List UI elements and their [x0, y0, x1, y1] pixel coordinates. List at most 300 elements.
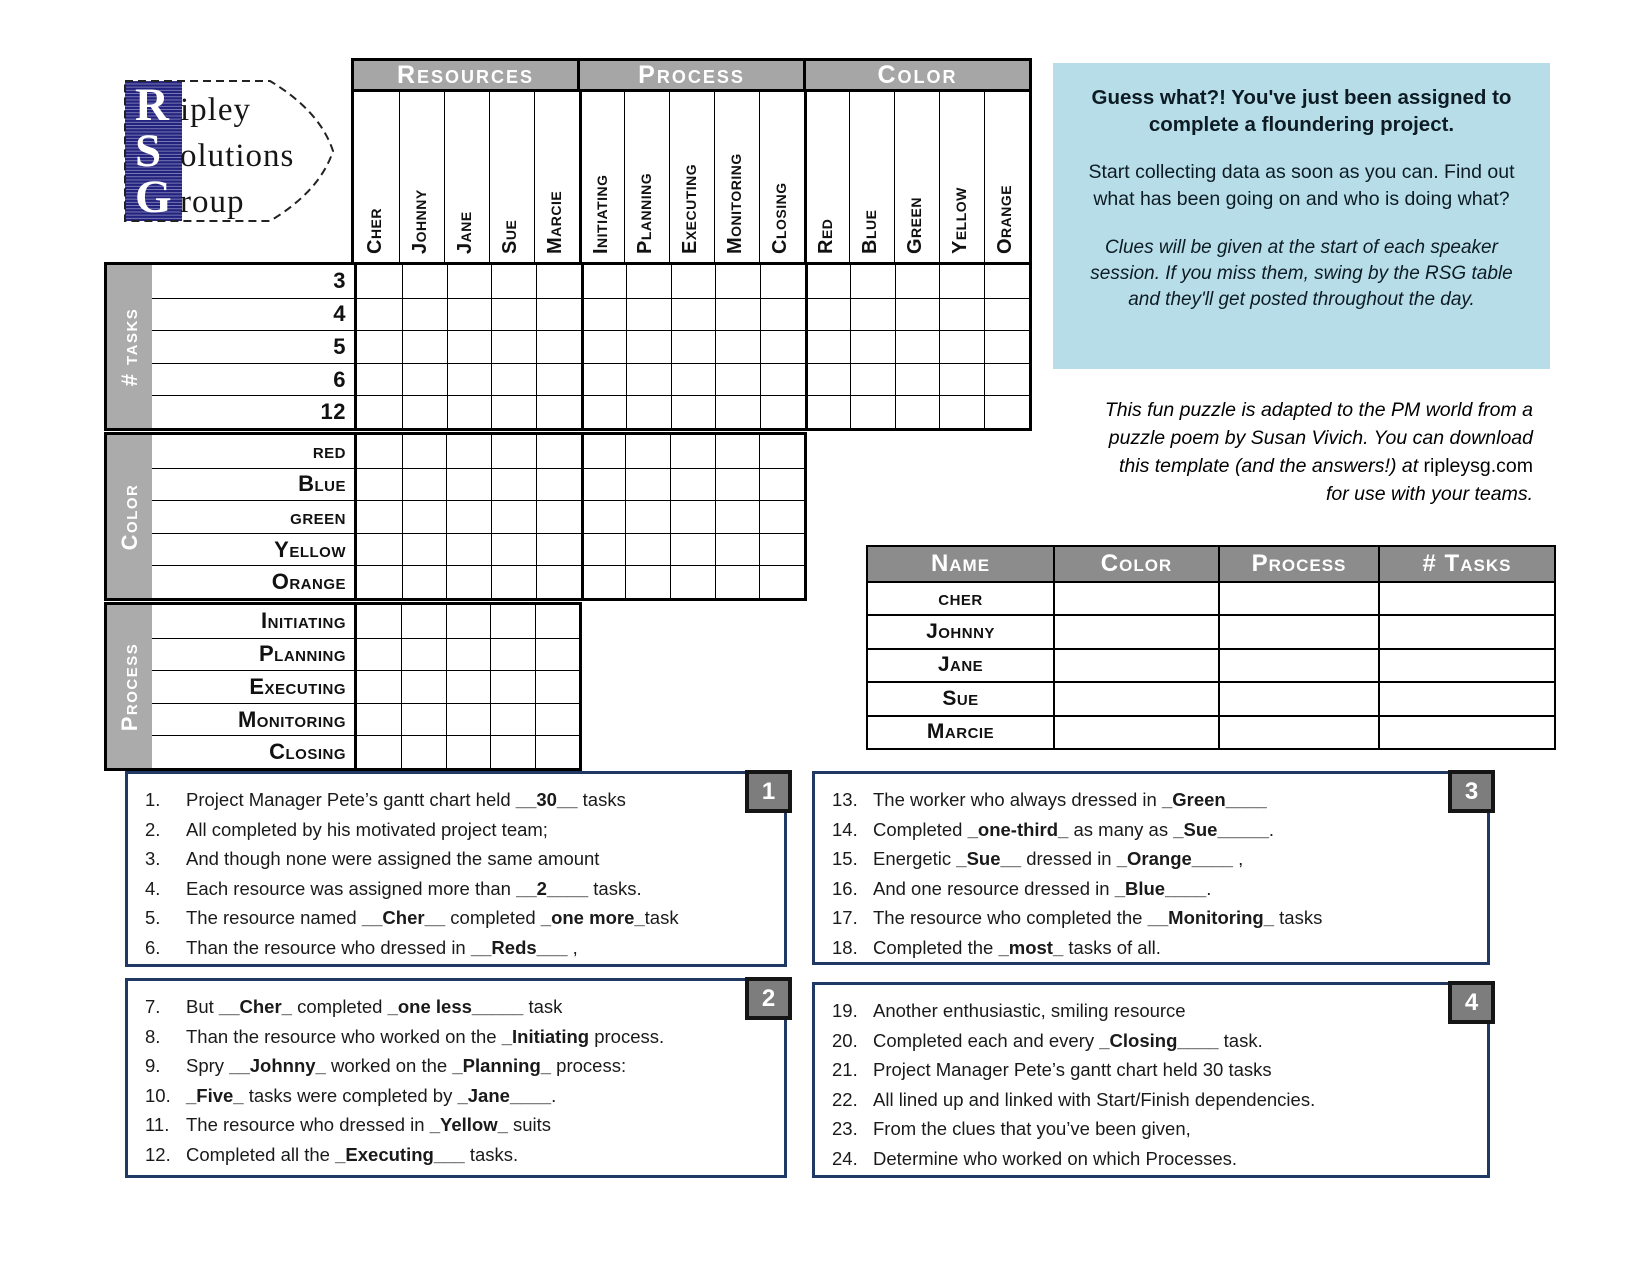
grid-cells [354, 605, 579, 768]
grid-cell[interactable] [490, 605, 534, 638]
grid-cell[interactable] [447, 298, 492, 331]
grid-cell[interactable] [535, 605, 579, 638]
clue-line [145, 1081, 772, 1111]
answer-cell[interactable] [1378, 715, 1554, 748]
answer-table [866, 545, 1556, 750]
clue-number: 11. [145, 1114, 170, 1135]
grid-cell[interactable] [447, 395, 492, 428]
row-group-process [104, 602, 582, 771]
row-label: green [152, 500, 354, 533]
ripley-solutions-group-logo [122, 78, 340, 224]
column-label-cell [354, 92, 399, 262]
grid-cell[interactable] [536, 565, 581, 598]
grid-cell[interactable] [402, 265, 447, 298]
grid-cell[interactable] [850, 330, 895, 363]
grid-cell[interactable] [715, 533, 760, 566]
grid-cell[interactable] [805, 298, 850, 331]
grid-cell[interactable] [760, 330, 805, 363]
grid-cell[interactable] [491, 533, 536, 566]
grid-cell[interactable] [446, 435, 491, 468]
row-label: Blue [152, 468, 354, 501]
row-group-color [104, 432, 807, 601]
grid-cell[interactable] [850, 265, 895, 298]
grid-cell[interactable] [536, 330, 581, 363]
grid-cell[interactable] [402, 565, 447, 598]
grid-cell[interactable] [939, 330, 984, 363]
grid-cell[interactable] [402, 468, 447, 501]
grid-cell[interactable] [715, 298, 760, 331]
clue-text: The resource named __Cher__ completed _one more_task [186, 907, 679, 928]
clue-number: 20. [832, 1029, 858, 1051]
grid-cell[interactable] [850, 363, 895, 396]
clue-text: Determine who worked on which Processes. [873, 1147, 1237, 1169]
grid-cell[interactable] [581, 435, 626, 468]
grid-cell[interactable] [535, 703, 579, 736]
clue-box-4 [812, 982, 1490, 1178]
clue-number: 21. [832, 1059, 858, 1080]
grid-cell[interactable] [715, 395, 760, 428]
grid-cell[interactable] [357, 330, 402, 363]
row-label: Executing [152, 670, 354, 703]
row-label: 12 [152, 395, 354, 428]
answer-cell[interactable] [1218, 581, 1378, 614]
answer-name-cell: cher [868, 581, 1053, 614]
clue-number: 3. [145, 848, 161, 869]
grid-cell[interactable] [402, 395, 447, 428]
clue-line [145, 1022, 772, 1052]
grid-cell[interactable] [760, 265, 805, 298]
grid-cell[interactable] [895, 265, 940, 298]
grid-cell[interactable] [895, 363, 940, 396]
grid-cell[interactable] [401, 605, 445, 638]
row-label: 5 [152, 330, 354, 363]
grid-cell[interactable] [446, 735, 490, 768]
clue-line [145, 815, 772, 845]
grid-cell[interactable] [626, 395, 671, 428]
grid-cell[interactable] [715, 363, 760, 396]
grid-cell[interactable] [805, 265, 850, 298]
row-label: Monitoring [152, 703, 354, 736]
column-label: Blue [859, 209, 881, 254]
row-group-tasks [104, 262, 1032, 431]
puzzle-grid-column-header [351, 58, 1032, 265]
clue-text: The resource who completed the __Monitoring_ tasks [873, 907, 1323, 928]
column-label: Initiating [590, 174, 612, 254]
grid-cell[interactable] [536, 363, 581, 396]
answer-cell[interactable] [1218, 715, 1378, 748]
grid-cell[interactable] [447, 330, 492, 363]
grid-cell[interactable] [490, 703, 534, 736]
clue-line [145, 874, 772, 904]
clue-text: Project Manager Pete’s gantt chart held __30__ tasks [186, 789, 626, 810]
grid-cell[interactable] [939, 395, 984, 428]
grid-cell[interactable] [401, 735, 445, 768]
grid-cell[interactable] [984, 298, 1029, 331]
grid-cell[interactable] [491, 565, 536, 598]
clue-line [145, 1051, 772, 1081]
clue-line [145, 1140, 772, 1170]
grid-cell[interactable] [535, 735, 579, 768]
column-label: Yellow [949, 187, 971, 254]
answer-name-cell: Sue [868, 681, 1053, 714]
grid-cell[interactable] [401, 703, 445, 736]
column-label-cell [624, 92, 669, 262]
grid-cell[interactable] [625, 500, 670, 533]
column-label: Closing [769, 182, 791, 254]
clue-number: 23. [832, 1118, 858, 1139]
grid-cell[interactable] [715, 435, 760, 468]
answer-cell[interactable] [1053, 648, 1218, 681]
grid-cell[interactable] [625, 435, 670, 468]
row-group-band [107, 605, 152, 768]
clue-text: But __Cher_ completed _one less_____ task [186, 996, 563, 1017]
answer-cell[interactable] [1218, 648, 1378, 681]
grid-cell[interactable] [536, 395, 581, 428]
grid-cell[interactable] [760, 298, 805, 331]
column-label-cell [849, 92, 894, 262]
grid-cell[interactable] [939, 363, 984, 396]
grid-cell[interactable] [670, 435, 715, 468]
grid-cell[interactable] [446, 565, 491, 598]
column-label-cell [984, 92, 1029, 262]
grid-cell[interactable] [535, 670, 579, 703]
clue-box-3 [812, 771, 1490, 965]
clue-text: Each resource was assigned more than __2____ tasks. [186, 877, 642, 899]
credit-segment: This fun puzzle is adapted to the PM world from a puzzle poem by Susan Vivich. You can download this template (and the answers!) at [1104, 399, 1533, 477]
grid-cell[interactable] [671, 395, 716, 428]
grid-cell[interactable] [581, 468, 626, 501]
column-label: Orange [994, 184, 1016, 254]
grid-cell[interactable] [671, 330, 716, 363]
grid-cell[interactable] [715, 265, 760, 298]
grid-cell[interactable] [490, 670, 534, 703]
grid-cell[interactable] [491, 330, 536, 363]
grid-cell[interactable] [984, 363, 1029, 396]
grid-cell[interactable] [536, 265, 581, 298]
grid-cell[interactable] [625, 468, 670, 501]
clue-line [832, 933, 1475, 963]
grid-cell[interactable] [939, 265, 984, 298]
clue-number: 10. [145, 1084, 171, 1106]
clue-number: 1. [145, 789, 161, 810]
grid-cell[interactable] [671, 265, 716, 298]
answer-cell[interactable] [1218, 614, 1378, 647]
grid-cell[interactable] [446, 605, 490, 638]
clue-text: The resource who dressed in _Yellow_ suits [186, 1114, 552, 1135]
grid-cell[interactable] [581, 565, 626, 598]
grid-cell[interactable] [357, 565, 402, 598]
row-label: red [312, 438, 346, 464]
row-labels [152, 435, 354, 598]
grid-cell[interactable] [671, 363, 716, 396]
clue-line [832, 903, 1475, 933]
answer-cell[interactable] [1378, 681, 1554, 714]
grid-cell[interactable] [402, 330, 447, 363]
grid-cell[interactable] [357, 605, 401, 638]
clue-line [145, 1110, 772, 1140]
grid-cell[interactable] [626, 363, 671, 396]
clue-number: 14. [832, 818, 858, 840]
clue-number: 16. [832, 877, 858, 899]
grid-cell[interactable] [491, 500, 536, 533]
clue-box-1 [125, 771, 787, 967]
info-heading: Guess what?! You've just been assigned to complete a floundering project. [1091, 86, 1512, 136]
grid-cell[interactable] [446, 500, 491, 533]
clue-text: Completed each and every _Closing____ task. [873, 1029, 1263, 1051]
grid-cell[interactable] [670, 533, 715, 566]
clue-number: 17. [832, 907, 858, 928]
grid-cell[interactable] [536, 298, 581, 331]
column-label: Planning [634, 172, 656, 254]
grid-cell[interactable] [446, 670, 490, 703]
clue-box-number-badge: 3 [1448, 770, 1495, 813]
grid-cell[interactable] [850, 395, 895, 428]
clue-line [832, 844, 1475, 874]
clue-line [145, 785, 772, 815]
grid-cell[interactable] [357, 435, 402, 468]
grid-cell[interactable] [490, 735, 534, 768]
grid-cell[interactable] [491, 395, 536, 428]
grid-cell[interactable] [447, 265, 492, 298]
grid-cell[interactable] [984, 330, 1029, 363]
grid-cell[interactable] [401, 670, 445, 703]
grid-cell[interactable] [402, 298, 447, 331]
column-label: Jane [454, 211, 476, 254]
logo-word-rest: olutions [180, 138, 295, 174]
grid-cell[interactable] [805, 395, 850, 428]
grid-cells [354, 435, 804, 598]
grid-cell[interactable] [446, 533, 491, 566]
grid-cell[interactable] [491, 435, 536, 468]
clue-line [832, 874, 1475, 904]
grid-cell[interactable] [759, 435, 804, 468]
grid-cell[interactable] [581, 500, 626, 533]
answer-name-cell: Jane [868, 648, 1053, 681]
grid-cell[interactable] [357, 500, 402, 533]
grid-cell[interactable] [402, 363, 447, 396]
row-label: 3 [333, 268, 346, 294]
grid-cell[interactable] [581, 395, 626, 428]
grid-cell[interactable] [626, 330, 671, 363]
answer-cell[interactable] [1053, 614, 1218, 647]
clue-line [832, 785, 1475, 815]
credit-site-name: ripleysg.com [1423, 455, 1533, 477]
clue-number: 7. [145, 996, 161, 1017]
grid-cell[interactable] [759, 468, 804, 501]
grid-cell[interactable] [536, 435, 581, 468]
clue-number: 2. [145, 818, 161, 840]
grid-cell[interactable] [357, 395, 402, 428]
grid-cell[interactable] [670, 565, 715, 598]
grid-cell[interactable] [760, 395, 805, 428]
row-group-band-label: Process [116, 642, 142, 731]
clue-line [832, 1114, 1475, 1144]
column-label: Red [815, 218, 837, 254]
column-label: Marcie [544, 190, 566, 254]
grid-cell[interactable] [805, 363, 850, 396]
clue-text: _Five_ tasks were completed by _Jane____. [186, 1084, 557, 1106]
grid-cell[interactable] [759, 533, 804, 566]
clue-box-number-badge: 2 [745, 977, 792, 1020]
grid-cell[interactable] [491, 363, 536, 396]
logo-line [135, 171, 245, 223]
grid-cell[interactable] [715, 565, 760, 598]
grid-cell[interactable] [895, 298, 940, 331]
grid-cell[interactable] [357, 468, 402, 501]
grid-cell[interactable] [670, 468, 715, 501]
grid-cell[interactable] [357, 670, 401, 703]
grid-cell[interactable] [402, 435, 447, 468]
column-label-cell [894, 92, 939, 262]
grid-cell[interactable] [670, 500, 715, 533]
grid-cell[interactable] [402, 500, 447, 533]
grid-cell[interactable] [446, 638, 490, 671]
grid-cell[interactable] [939, 298, 984, 331]
clue-line [832, 1144, 1475, 1174]
column-group-header-resources: Resources [354, 61, 577, 89]
column-label: Executing [679, 163, 701, 254]
answer-header-name: Name [868, 547, 1053, 581]
grid-cell[interactable] [446, 468, 491, 501]
logo-initial-letter: S [135, 125, 162, 177]
grid-cell[interactable] [446, 703, 490, 736]
clue-box-number-badge: 1 [745, 770, 792, 813]
clue-text: Than the resource who worked on the _Initiating process. [186, 1025, 665, 1047]
answer-header-color: Color [1053, 547, 1218, 581]
credit-segment: for use with your teams. [1326, 483, 1533, 505]
grid-cell[interactable] [581, 265, 626, 298]
grid-cell[interactable] [536, 468, 581, 501]
answer-cell[interactable] [1378, 614, 1554, 647]
clue-text: And though none were assigned the same amount [186, 848, 600, 869]
logo-initial-letter: G [135, 171, 172, 223]
row-label: 6 [152, 363, 354, 396]
grid-cell[interactable] [760, 363, 805, 396]
grid-cell[interactable] [402, 533, 447, 566]
grid-cell[interactable] [759, 565, 804, 598]
grid-cell[interactable] [401, 638, 445, 671]
logo-word-rest: ipley [180, 92, 251, 128]
info-body: Start collecting data as soon as you can. Find out what has been going on and who is doing what? [1088, 161, 1515, 210]
clue-number: 15. [832, 848, 858, 869]
grid-cell[interactable] [491, 298, 536, 331]
grid-cell[interactable] [447, 363, 492, 396]
column-group-header-process: Process [577, 61, 803, 89]
clue-text: Completed the _most_ tasks of all. [873, 936, 1161, 958]
grid-cell[interactable] [357, 533, 402, 566]
answer-cell[interactable] [1053, 581, 1218, 614]
grid-cell[interactable] [491, 468, 536, 501]
clue-box-2 [125, 978, 787, 1178]
column-label-cell [714, 92, 759, 262]
clue-line [145, 933, 772, 963]
grid-cell[interactable] [536, 533, 581, 566]
grid-cell[interactable] [715, 468, 760, 501]
clue-line [145, 992, 772, 1022]
answer-cell[interactable] [1053, 681, 1218, 714]
grid-cell[interactable] [984, 395, 1029, 428]
grid-cell[interactable] [581, 298, 626, 331]
clue-number: 22. [832, 1088, 858, 1110]
row-labels [152, 605, 354, 768]
clue-text: The worker who always dressed in _Green____ [873, 789, 1267, 810]
answer-name-cell: Johnny [868, 614, 1053, 647]
row-group-band-label: Color [116, 483, 142, 550]
column-label-cell [489, 92, 534, 262]
column-label-cell [804, 92, 849, 262]
clue-number: 24. [832, 1147, 858, 1169]
grid-cell[interactable] [535, 638, 579, 671]
grid-cell[interactable] [626, 265, 671, 298]
grid-cell[interactable] [671, 298, 716, 331]
clue-text: All completed by his motivated project team; [186, 818, 548, 840]
column-group-header-bar [354, 61, 1029, 92]
clue-number: 6. [145, 936, 161, 958]
column-label-cell [399, 92, 444, 262]
grid-cell[interactable] [984, 265, 1029, 298]
grid-cell[interactable] [536, 500, 581, 533]
row-group-band [107, 435, 152, 598]
column-label: Cher [363, 207, 386, 254]
clue-number: 13. [832, 789, 858, 810]
row-labels [152, 265, 354, 428]
grid-cell[interactable] [357, 638, 401, 671]
grid-cell[interactable] [805, 330, 850, 363]
grid-cell[interactable] [759, 500, 804, 533]
answer-cell[interactable] [1218, 681, 1378, 714]
clue-line [832, 1026, 1475, 1056]
clue-text: Than the resource who dressed in __Reds___ , [186, 936, 578, 958]
grid-cell[interactable] [357, 363, 402, 396]
grid-cell[interactable] [581, 363, 626, 396]
grid-cell[interactable] [581, 330, 626, 363]
grid-cell[interactable] [715, 500, 760, 533]
grid-cell[interactable] [895, 395, 940, 428]
row-label: Planning [152, 638, 354, 671]
info-box [1053, 63, 1550, 369]
grid-cell[interactable] [357, 735, 401, 768]
grid-cell[interactable] [895, 330, 940, 363]
grid-cell[interactable] [357, 265, 402, 298]
answer-cell[interactable] [1053, 715, 1218, 748]
grid-cell[interactable] [581, 533, 626, 566]
row-label: 4 [152, 298, 354, 331]
answer-header-tasks: # Tasks [1378, 547, 1554, 581]
logo-line [135, 125, 295, 177]
grid-cell[interactable] [850, 298, 895, 331]
clue-text: All lined up and linked with Start/Finish dependencies. [873, 1088, 1316, 1110]
answer-name-cell: Marcie [868, 715, 1053, 748]
grid-cell[interactable] [626, 298, 671, 331]
grid-cell[interactable] [490, 638, 534, 671]
grid-cell[interactable] [715, 330, 760, 363]
grid-cell[interactable] [357, 703, 401, 736]
column-label-cell [444, 92, 489, 262]
answer-cell[interactable] [1378, 648, 1554, 681]
logo-initial-letter: R [135, 79, 169, 131]
grid-cell[interactable] [491, 265, 536, 298]
clue-text: From the clues that you’ve been given, [873, 1118, 1191, 1139]
grid-cell[interactable] [625, 565, 670, 598]
clue-text: Completed all the _Executing___ tasks. [186, 1143, 519, 1165]
grid-cell[interactable] [357, 298, 402, 331]
clue-line [832, 996, 1475, 1026]
answer-cell[interactable] [1378, 581, 1554, 614]
clue-number: 19. [832, 1000, 858, 1021]
clue-box-number-badge: 4 [1448, 981, 1495, 1024]
grid-cell[interactable] [625, 533, 670, 566]
column-label: Green [904, 197, 926, 254]
